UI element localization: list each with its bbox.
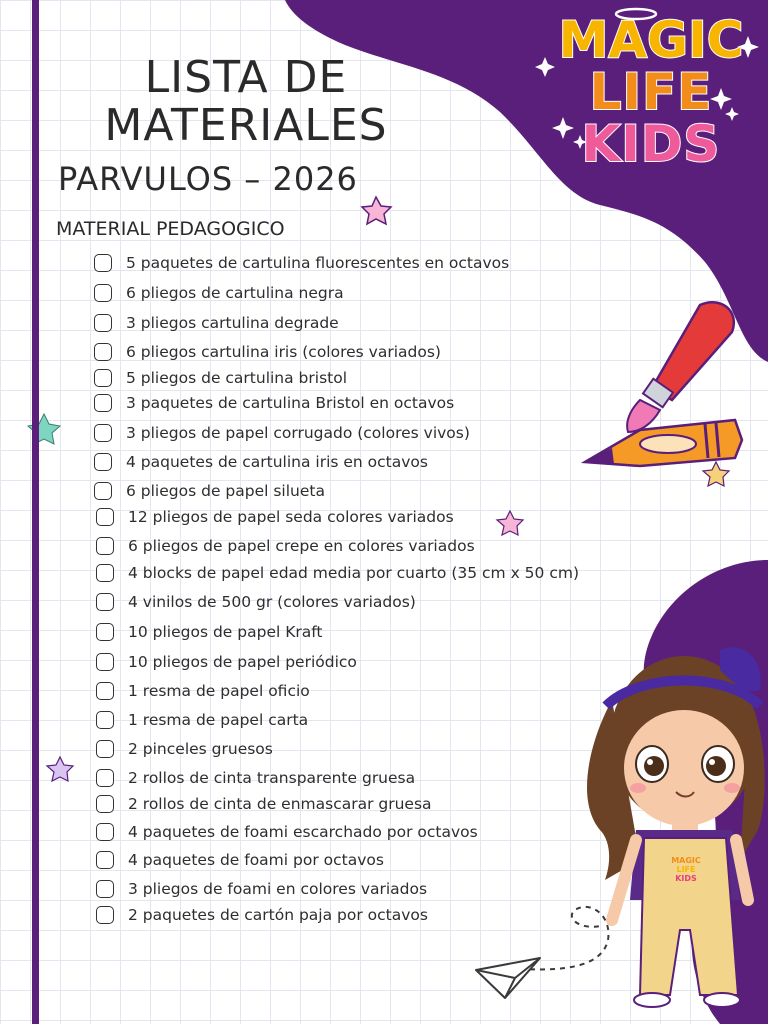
checklist-item [96,766,415,790]
checkbox[interactable] [96,851,114,869]
checklist-item [96,590,416,614]
checkbox[interactable] [94,284,112,302]
checklist-item-label: 1 resma de papel oficio [128,682,310,700]
checkbox[interactable] [96,795,114,813]
shirt-logo-line-1: MAGIC [671,856,701,865]
checklist-item-label: 5 paquetes de cartulina fluorescentes en octavos [126,254,510,272]
checklist-item-label: 5 pliegos de cartulina bristol [126,369,348,387]
checklist-item [94,311,339,335]
checklist-item [94,281,344,305]
checklist-item-label: 6 pliegos de papel silueta [126,482,325,500]
checkbox[interactable] [96,623,114,641]
checklist-item-label: 3 pliegos de foami en colores variados [128,880,428,898]
checklist-item [96,620,323,644]
checklist-item-label: 10 pliegos de papel Kraft [128,623,323,641]
checklist-item [94,340,441,364]
checklist-item-label: 2 rollos de cinta transparente gruesa [128,769,416,787]
shirt-logo-line-2: LIFE [676,865,696,874]
checklist-item [96,708,308,732]
checkbox[interactable] [94,424,112,442]
checkbox[interactable] [96,823,114,841]
checklist-item [94,391,454,415]
checklist-item-label: 6 pliegos de papel crepe en colores variados [128,537,475,555]
paper-plane-icon [476,958,540,998]
checklist-item [96,679,310,703]
checkbox[interactable] [96,564,114,582]
checkbox[interactable] [96,906,114,924]
checkbox[interactable] [96,711,114,729]
checkbox[interactable] [96,593,114,611]
checklist-item-label: 6 pliegos cartulina iris (colores variados) [126,343,441,361]
checkbox[interactable] [94,369,112,387]
checklist-item-label: 4 paquetes de foami escarchado por octavos [128,823,478,841]
checklist-item [96,820,478,844]
checklist-item [96,877,427,901]
logo-line-1: MAGIC [558,11,744,69]
checkbox[interactable] [94,482,112,500]
star-icon [703,462,729,486]
checklist-item [94,251,509,275]
checkbox[interactable] [96,653,114,671]
checklist-item [96,903,428,927]
checkbox[interactable] [96,769,114,787]
checklist-item [94,479,325,503]
magic-life-kids-logo [556,11,746,173]
page-subtitle: PARVULOS – 2026 [58,160,358,198]
checkbox[interactable] [96,880,114,898]
checklist-item [96,561,579,585]
checklist-item-label: 3 pliegos de papel corrugado (colores vivos) [126,424,470,442]
star-icon [497,511,523,535]
checkbox[interactable] [94,453,112,471]
checkbox[interactable] [96,740,114,758]
checklist-item-label: 4 vinilos de 500 gr (colores variados) [128,593,416,611]
logo-line-2: LIFE [589,63,713,121]
checklist-item-label: 3 paquetes de cartulina Bristol en octavos [126,394,455,412]
left-accent-bar [32,0,39,1024]
checkbox[interactable] [94,394,112,412]
checklist-item [94,450,428,474]
checklist-item-label: 10 pliegos de papel periódico [128,653,357,671]
checklist-item-label: 4 blocks de papel edad media por cuarto (35 cm x 50 cm) [128,564,579,582]
checklist-item [94,421,470,445]
checklist-item [96,505,454,529]
checkbox[interactable] [94,343,112,361]
logo-line-3: KIDS [581,115,721,173]
checklist-item-label: 2 rollos de cinta de enmascarar gruesa [128,795,432,813]
checkbox[interactable] [96,682,114,700]
checklist-item-label: 1 resma de papel carta [128,711,309,729]
star-icon [47,757,73,781]
star-icon [362,197,391,224]
checklist-item [96,650,357,674]
checklist-item-label: 12 pliegos de papel seda colores variados [128,508,454,526]
checklist-item [96,737,273,761]
checklist-item [94,366,347,390]
checklist-item-label: 3 pliegos cartulina degrade [126,314,339,332]
checklist-item-label: 4 paquetes de foami por octavos [128,851,384,869]
section-heading: MATERIAL PEDAGOGICO [56,218,285,240]
checklist-item [96,848,384,872]
checklist-item-label: 2 pinceles gruesos [128,740,273,758]
checklist-item [96,792,432,816]
crayon-icon [585,420,742,466]
checklist-item-label: 2 paquetes de cartón paja por octavos [128,906,428,924]
paintbrush-icon [627,302,734,432]
shirt-logo [668,856,704,883]
checkbox[interactable] [96,537,114,555]
checkbox[interactable] [96,508,114,526]
checklist-item [96,534,475,558]
checklist-item-label: 4 paquetes de cartulina iris en octavos [126,453,428,471]
checkbox[interactable] [94,254,112,272]
page-title: LISTA DE MATERIALES [104,52,388,151]
checklist-item-label: 6 pliegos de cartulina negra [126,284,344,302]
shirt-logo-line-3: KIDS [675,874,697,883]
checkbox[interactable] [94,314,112,332]
